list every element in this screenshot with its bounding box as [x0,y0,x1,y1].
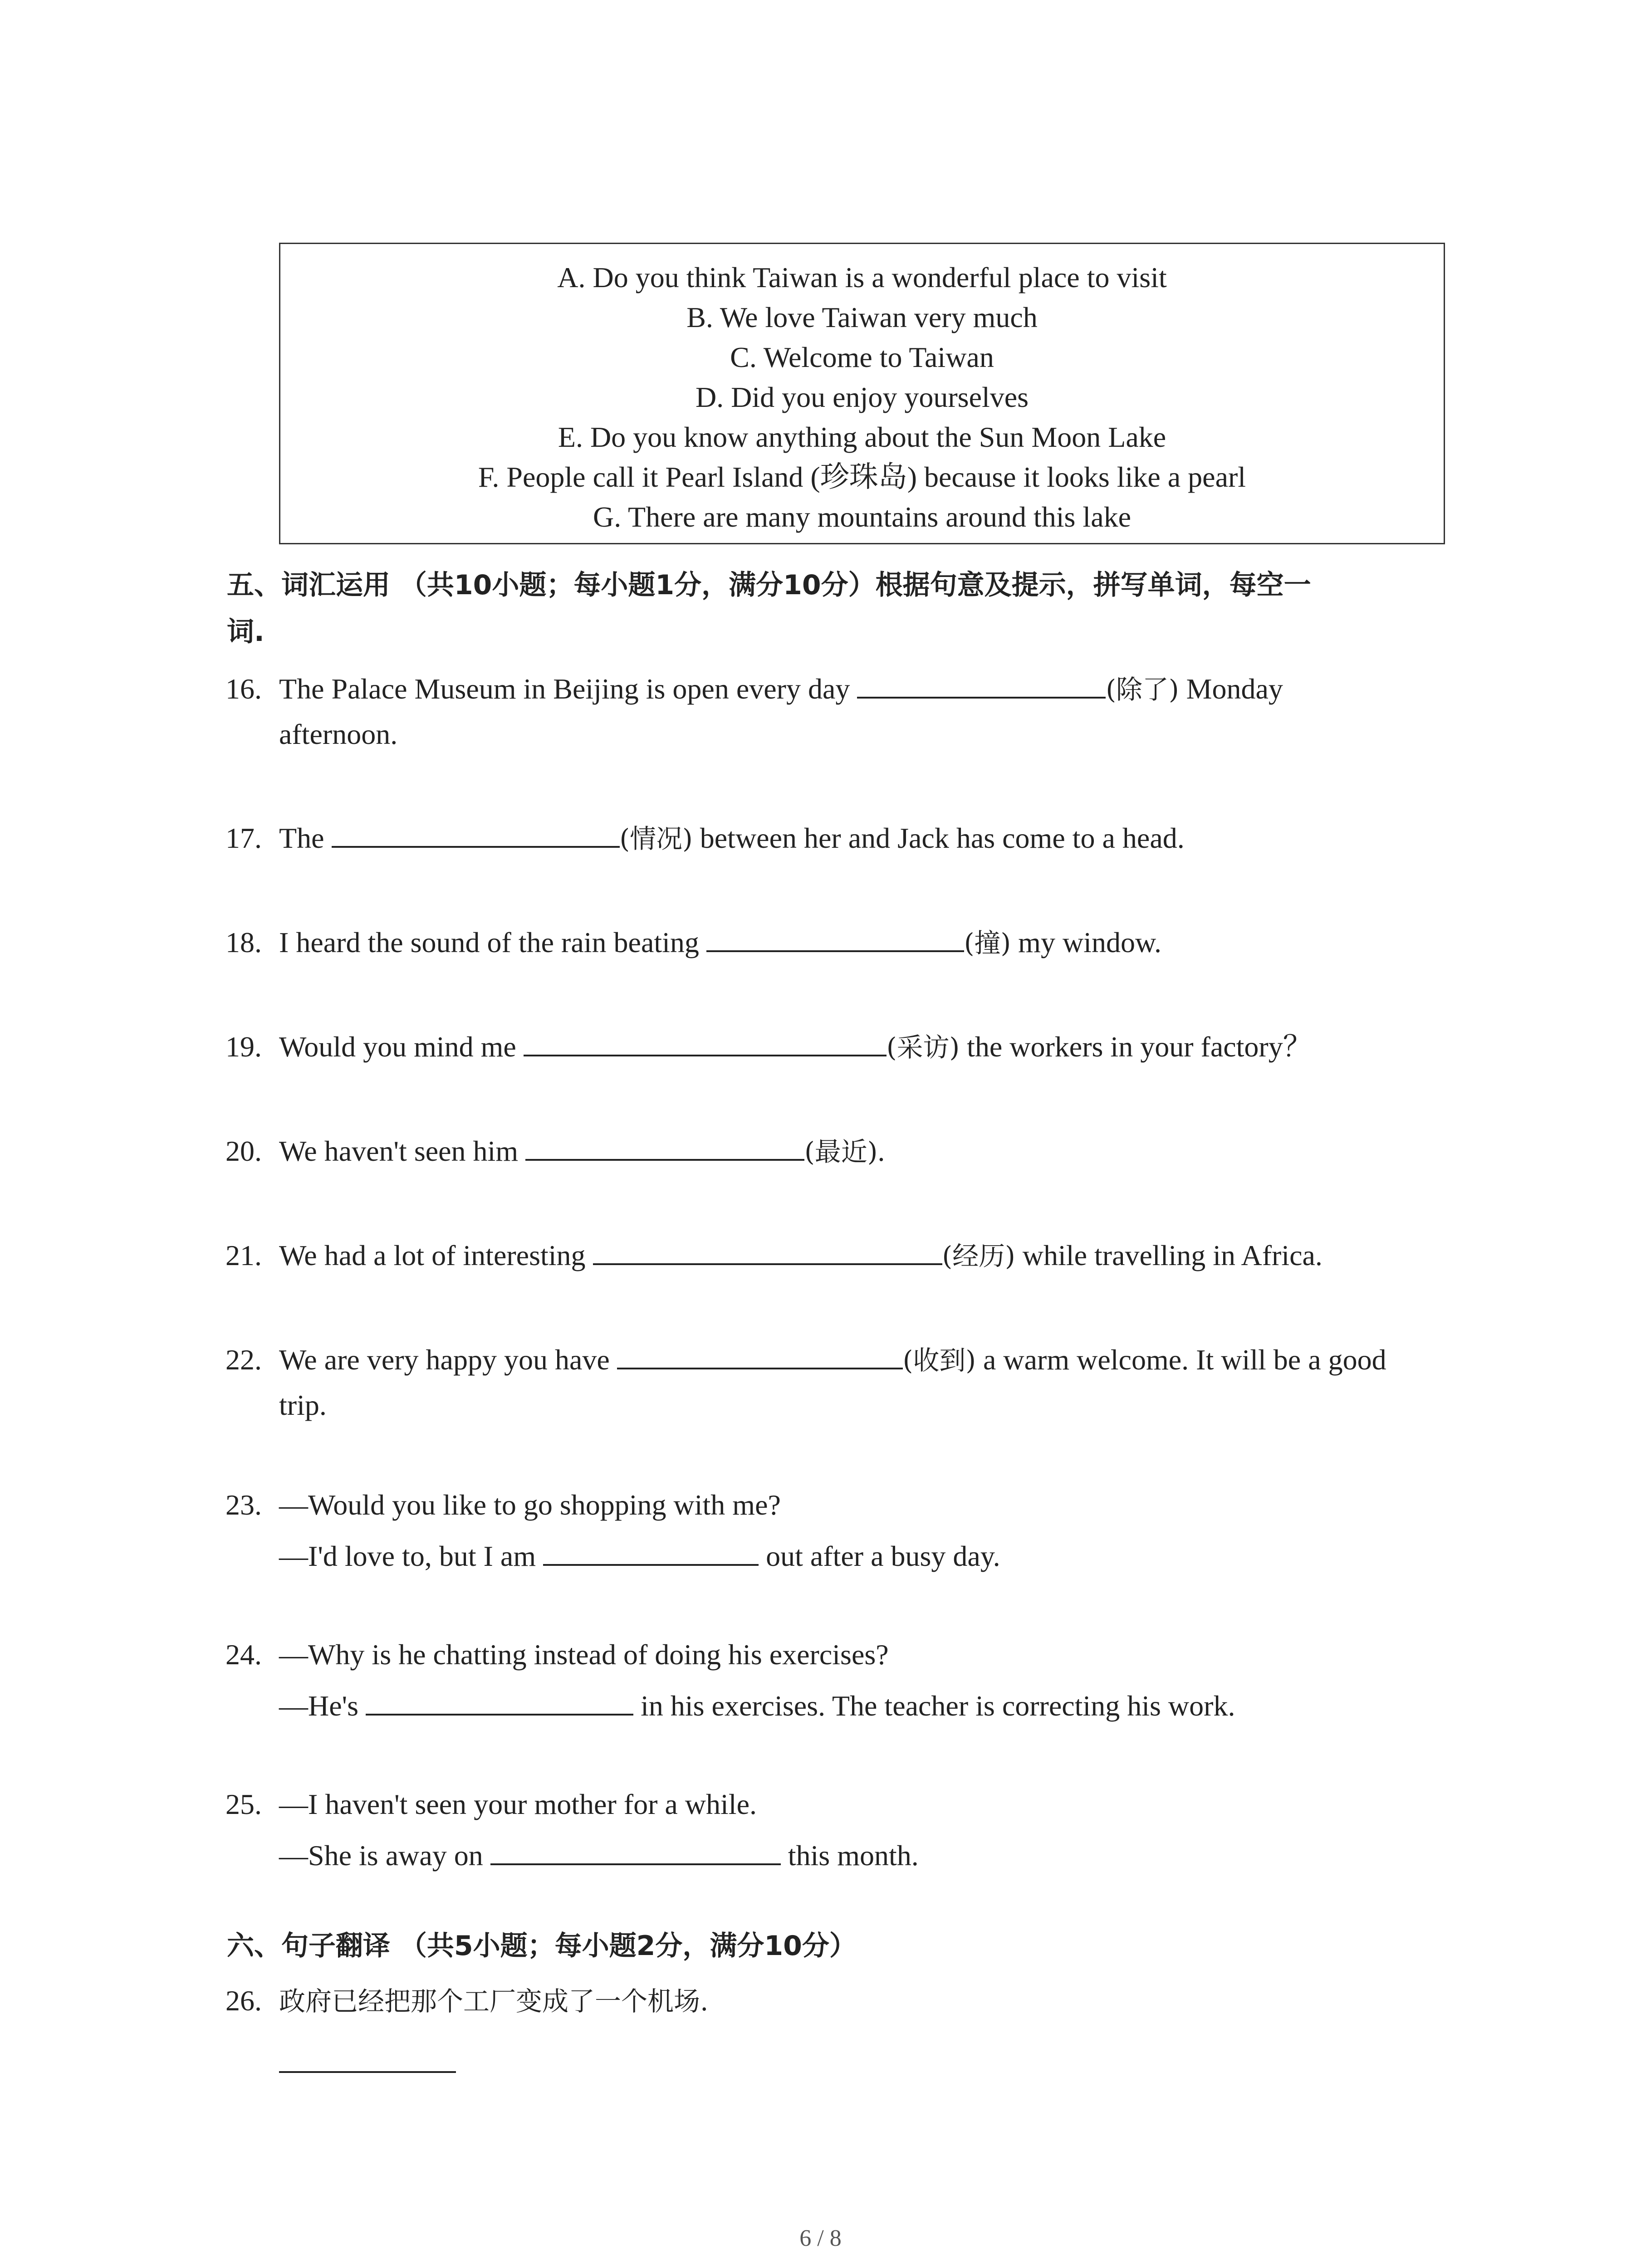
option-d: D. Did you enjoy yourselves [695,381,1029,413]
answer-blank[interactable] [490,1835,781,1865]
question-text: —I haven't seen your mother for a while. [279,1788,757,1820]
question-text: —Why is he chatting instead of doing his exercises? [279,1638,889,1671]
question-18 [225,917,1161,968]
question-text: —She is away on [279,1839,490,1872]
question-21 [225,1230,1323,1281]
question-26 [225,1975,708,2027]
hint-text: (撞) [964,928,1011,958]
question-text: the workers in your factory？ [960,1031,1312,1063]
question-20 [225,1126,885,1177]
question-text: out after a busy day. [759,1540,1000,1572]
question-text: I heard the sound of the rain beating [279,926,706,958]
question-text: The Palace Museum in Beijing is open every day [279,673,857,705]
question-text: Would you mind me [279,1031,524,1063]
answer-line[interactable] [279,2071,456,2073]
option-c: C. Welcome to Taiwan [730,341,994,373]
question-text: between her and Jack has come to a head. [692,822,1185,854]
hint-text: (除了) [1106,674,1179,705]
question-number: 16. [225,673,262,705]
question-number: 21. [225,1239,262,1271]
question-text: —He's [279,1690,366,1722]
question-number: 20. [225,1135,262,1167]
answer-blank[interactable] [366,1686,633,1716]
question-25-answer-line [279,1830,919,1881]
question-text: this month. [780,1839,919,1872]
question-text: my window. [1011,926,1162,958]
question-text: while travelling in Africa. [1015,1239,1323,1271]
section5-heading-line2: 词. [227,616,265,648]
question-23-answer-line [279,1531,1000,1582]
options-box [279,243,1445,544]
question-number: 23. [225,1489,262,1521]
option-a: A. Do you think Taiwan is a wonderful place to visit [557,261,1167,293]
question-text: We had a lot of interesting [279,1239,593,1271]
section5-heading-line1: 五、词汇运用 （共10小题；每小题1分，满分10分）根据句意及提示，拼写单词，每空一 [227,569,1311,601]
question-text: —I'd love to, but I am [279,1540,544,1572]
answer-blank[interactable] [593,1235,942,1265]
question-text: . [877,1135,885,1167]
option-b: B. We love Taiwan very much [686,301,1038,333]
question-16-continuation: afternoon. [279,718,398,750]
hint-text: (采访) [886,1032,960,1063]
hint-text: (收到) [902,1345,976,1376]
question-text: The [279,822,332,854]
answer-blank[interactable] [524,1026,887,1056]
question-number: 26. [225,1984,262,2017]
hint-text: (情况) [619,823,693,854]
question-16 [225,664,1283,715]
question-23 [225,1480,781,1530]
question-text: We are very happy you have [279,1344,617,1376]
answer-blank[interactable] [543,1536,759,1566]
question-number: 18. [225,926,262,958]
question-text: in his exercises. The teacher is correcting his work. [633,1690,1235,1722]
option-e: E. Do you know anything about the Sun Moon Lake [558,421,1166,453]
section6-heading: 六、句子翻译 （共5小题；每小题2分，满分10分） [227,1930,857,1962]
question-number: 19. [225,1031,262,1063]
question-number: 25. [225,1788,262,1820]
question-text: Monday [1179,673,1283,705]
question-22 [225,1334,1386,1386]
question-text: a warm welcome. It will be a good [976,1344,1386,1376]
answer-blank[interactable] [332,818,620,848]
question-text: We haven't seen him [279,1135,526,1167]
question-24 [225,1629,889,1680]
question-19 [225,1022,1312,1073]
question-24-answer-line [279,1681,1235,1731]
question-number: 17. [225,822,262,854]
question-text: 政府已经把那个工厂变成了一个机场. [279,1986,709,2017]
question-text: —Would you like to go shopping with me? [279,1489,781,1521]
question-25 [225,1779,757,1830]
question-number: 24. [225,1638,262,1671]
question-number: 22. [225,1344,262,1376]
option-g: G. There are many mountains around this lake [593,501,1132,533]
page-number: 6 / 8 [799,2225,842,2251]
answer-blank[interactable] [525,1131,804,1161]
question-17 [225,813,1185,864]
answer-blank[interactable] [706,922,964,952]
hint-text: (最近) [804,1136,878,1167]
answer-blank[interactable] [857,669,1106,699]
answer-blank[interactable] [617,1339,903,1369]
hint-text: (经历) [942,1241,1015,1271]
question-22-continuation: trip. [279,1389,327,1421]
option-f: F. People call it Pearl Island (珍珠岛) because it looks like a pearl [478,461,1246,493]
